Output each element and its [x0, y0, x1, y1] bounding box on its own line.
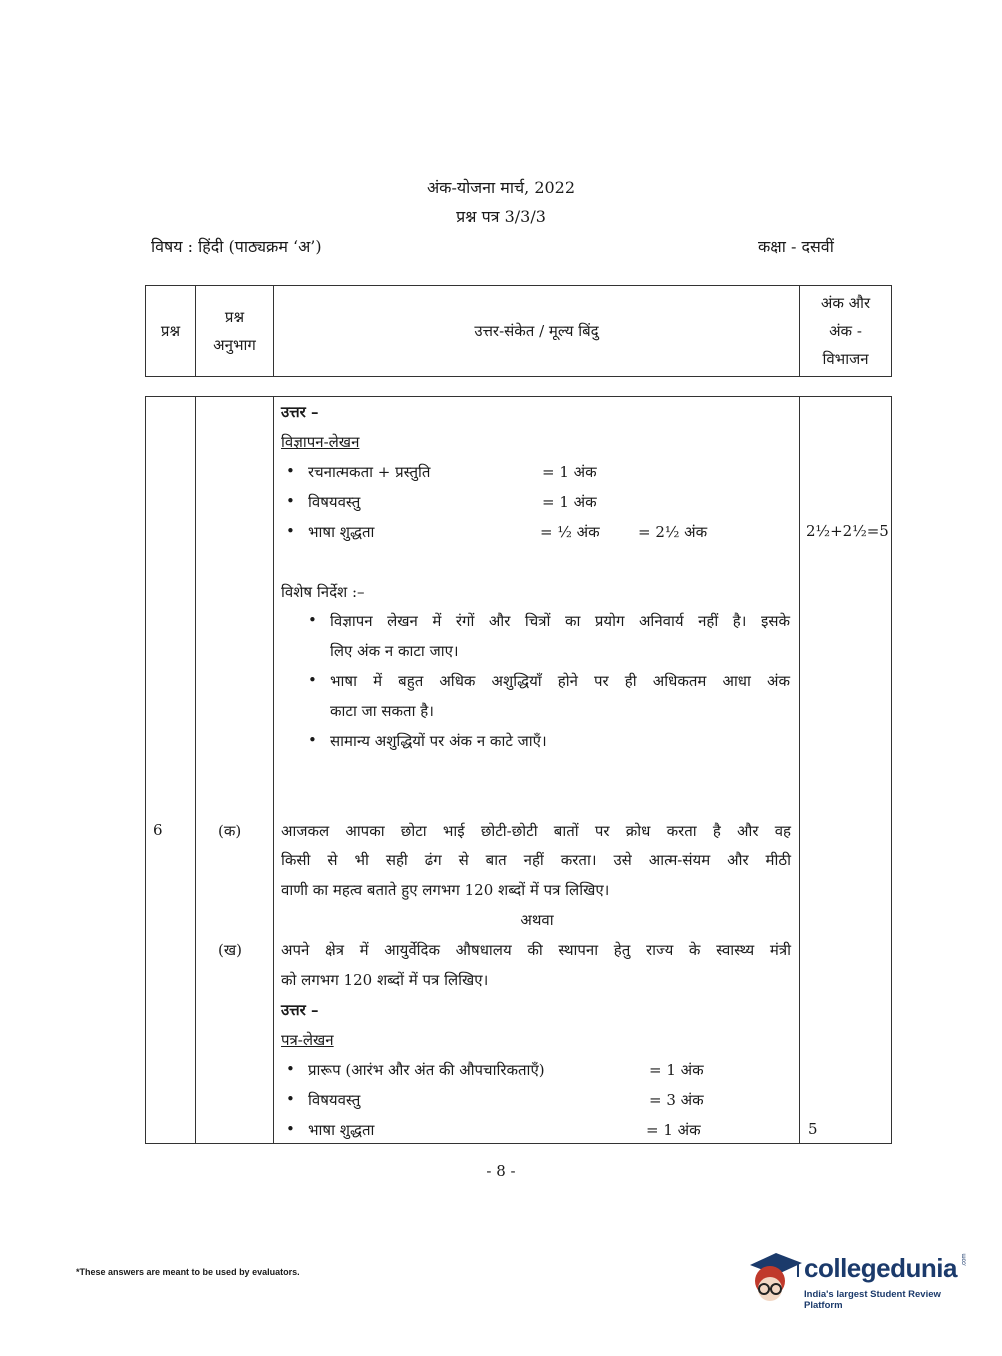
- header-marks-line2: अंक -: [829, 322, 862, 340]
- list-item: • रचनात्मकता + प्रस्तुति: [308, 462, 430, 482]
- header-marks-line1: अंक और: [820, 294, 871, 312]
- instruction-line: लिए अंक न काटा जाए।: [330, 642, 459, 660]
- header-section: [196, 286, 274, 377]
- instruction-line: • विज्ञापन लेखन में रंगों और चित्रों का प्रयोग अनिवार्य नहीं है। इसके: [330, 611, 790, 631]
- question-a-text: किसी से भी सही ढंग से बात नहीं करता। उसे आत्म-संयम और मीठी: [281, 851, 791, 869]
- section-column: [196, 397, 274, 1144]
- brand-tagline: India's largest Student Review Platform: [804, 1289, 941, 1311]
- header-answer-points: उत्तर-संकेत / मूल्य बिंदु: [274, 286, 800, 377]
- page-number: - 8 -: [486, 1162, 516, 1180]
- answer-label: उत्तर –: [281, 403, 319, 421]
- question-number: 6: [153, 821, 163, 839]
- instruction-line: • भाषा में बहुत अधिक अशुद्धियाँ होने पर ही अधिकतम आधा अंक: [330, 671, 790, 691]
- part-b-label: (ख): [218, 941, 242, 959]
- marks-value: = 1 अंक: [542, 493, 597, 511]
- brand-name: collegedunia: [804, 1253, 957, 1283]
- list-item: • भाषा शुद्धता: [308, 1120, 374, 1140]
- answer-table: [145, 396, 892, 1144]
- part-a-label: (क): [218, 822, 242, 840]
- question-paper-code: प्रश्न पत्र 3/3/3: [456, 207, 546, 226]
- header-section-line2: अनुभाग: [213, 336, 256, 354]
- marks-total: = 2½ अंक: [638, 523, 708, 541]
- question-b-text: को लगभग 120 शब्दों में पत्र लिखिए।: [281, 971, 489, 989]
- section-heading-letter: पत्र-लेखन: [281, 1031, 334, 1049]
- instruction-line: • सामान्य अशुद्धियों पर अंक न काटे जाएँ।: [330, 731, 547, 751]
- class-label: कक्षा - दसवीं: [758, 237, 834, 256]
- mascot-icon: [742, 1247, 804, 1309]
- brand-suffix: .com: [961, 1253, 968, 1267]
- header-question: प्रश्न: [146, 286, 196, 377]
- marks-split-advertisement: 2½+2½=5: [806, 522, 889, 540]
- question-a-text: आजकल आपका छोटा भाई छोटी-छोटी बातों पर क्रोध करता है और वह: [281, 822, 791, 840]
- marks-value: = ½ अंक: [540, 523, 600, 541]
- instruction-line: काटा जा सकता है।: [330, 702, 434, 720]
- marks-value: = 3 अंक: [649, 1091, 704, 1109]
- subject-label: विषय : हिंदी (पाठ्यक्रम ‘अ’): [151, 237, 322, 256]
- marks-split-letter: 5: [808, 1120, 818, 1138]
- question-b-text: अपने क्षेत्र में आयुर्वेदिक औषधालय की स्थापना हेतु राज्य के स्वास्थ्य मंत्री: [281, 941, 791, 959]
- marks-column: [800, 397, 892, 1144]
- or-separator: अथवा: [520, 911, 554, 929]
- table-header: [145, 285, 892, 377]
- marks-value: = 1 अंक: [649, 1061, 704, 1079]
- marks-value: = 1 अंक: [542, 463, 597, 481]
- header-section-line1: प्रश्न: [224, 308, 245, 326]
- collegedunia-logo: [742, 1247, 972, 1309]
- list-item: • विषयवस्तु: [308, 1090, 360, 1110]
- evaluator-note: *These answers are meant to be used by evaluators.: [76, 1267, 300, 1277]
- marks-value: = 1 अंक: [646, 1121, 701, 1139]
- question-a-text: वाणी का महत्व बताते हुए लगभग 120 शब्दों में पत्र लिखिए।: [281, 881, 610, 899]
- list-item: • भाषा शुद्धता: [308, 522, 374, 542]
- answer-column: [274, 397, 800, 1144]
- header-marks-line3: विभाजन: [822, 350, 869, 368]
- list-item: • विषयवस्तु: [308, 492, 360, 512]
- answer-label: उत्तर –: [281, 1001, 319, 1019]
- marking-scheme-title: अंक-योजना मार्च, 2022: [426, 178, 576, 197]
- question-column: [146, 397, 196, 1144]
- special-instructions-heading: विशेष निर्देश :–: [281, 583, 365, 601]
- list-item: • प्रारूप (आरंभ और अंत की औपचारिकताएँ): [308, 1060, 545, 1080]
- header-marks: [800, 286, 892, 377]
- section-heading-advertisement: विज्ञापन-लेखन: [281, 433, 360, 451]
